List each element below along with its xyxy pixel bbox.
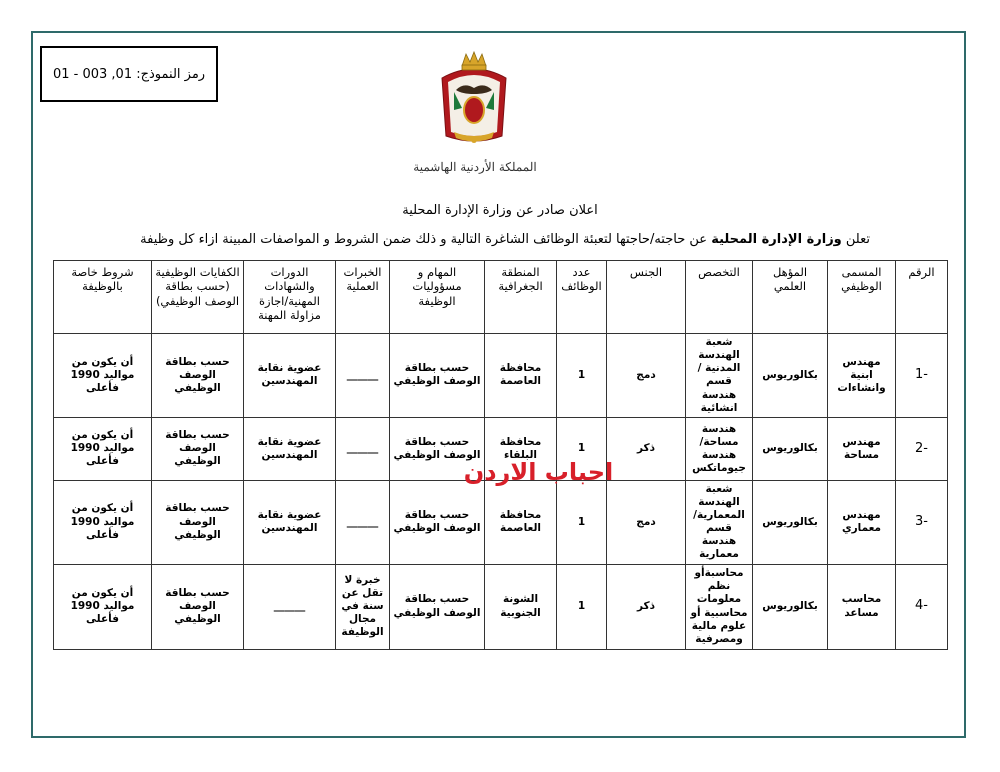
header-specialty: التخصص xyxy=(686,261,753,334)
cell-specialty: هندسة مساحة/ هندسة جيوماتكس xyxy=(686,417,753,480)
cell-experience: ______ xyxy=(336,334,390,418)
header-experience: الخبرات العملية xyxy=(336,261,390,334)
cell-competencies: حسب بطاقة الوصف الوظيفي xyxy=(152,480,244,564)
form-code-text: رمز النموذج: 01, 003 - 01 xyxy=(52,66,206,82)
cell-duties: حسب بطاقة الوصف الوظيفي xyxy=(390,417,485,480)
cell-degree: بكالوريوس xyxy=(753,334,828,418)
cell-experience: ______ xyxy=(336,417,390,480)
cell-duties: حسب بطاقة الوصف الوظيفي xyxy=(390,480,485,564)
intro-ministry: وزارة الإدارة المحلية xyxy=(711,232,842,247)
cell-title: مهندس ابنية وانشاءات xyxy=(828,334,896,418)
table-row xyxy=(54,334,948,418)
cell-count: 1 xyxy=(557,480,607,564)
cell-conditions: أن يكون من مواليد 1990 فأعلى xyxy=(54,480,152,564)
header-competencies: الكفايات الوظيفية (حسب بطاقة الوصف الوظيفي) xyxy=(152,261,244,334)
cell-gender: ذكر xyxy=(607,417,686,480)
header-region: المنطقة الجغرافية xyxy=(485,261,557,334)
cell-conditions: أن يكون من مواليد 1990 فأعلى xyxy=(54,564,152,649)
vacancies-table xyxy=(53,260,948,650)
cell-experience: ______ xyxy=(336,480,390,564)
jordan-coat-of-arms-icon xyxy=(432,50,516,150)
cell-number: -4 xyxy=(896,564,948,649)
cell-title: محاسب مساعد xyxy=(828,564,896,649)
announcement-headline: اعلان صادر عن وزارة الإدارة المحلية xyxy=(402,203,598,218)
intro-prefix: تعلن xyxy=(841,232,870,247)
cell-competencies: حسب بطاقة الوصف الوظيفي xyxy=(152,334,244,418)
cell-count: 1 xyxy=(557,564,607,649)
cell-conditions: أن يكون من مواليد 1990 فأعلى xyxy=(54,334,152,418)
cell-specialty: شعبة الهندسة المدنية /قسم هندسة انشائية xyxy=(686,334,753,418)
cell-region: محافظة البلقاء xyxy=(485,417,557,480)
cell-degree: بكالوريوس xyxy=(753,417,828,480)
header-duties: المهام و مسؤوليات الوظيفة xyxy=(390,261,485,334)
table-row xyxy=(54,564,948,649)
watermark-text: احباب الاردن xyxy=(463,458,614,486)
cell-competencies: حسب بطاقة الوصف الوظيفي xyxy=(152,417,244,480)
cell-number: -1 xyxy=(896,334,948,418)
cell-courses: عضوية نقابة المهندسين xyxy=(244,417,336,480)
cell-competencies: حسب بطاقة الوصف الوظيفي xyxy=(152,564,244,649)
cell-region: الشونة الجنوبية xyxy=(485,564,557,649)
cell-count: 1 xyxy=(557,417,607,480)
cell-degree: بكالوريوس xyxy=(753,480,828,564)
cell-gender: دمج xyxy=(607,480,686,564)
cell-degree: بكالوريوس xyxy=(753,564,828,649)
cell-specialty: شعبة الهندسة المعمارية/ قسم هندسة معمارية xyxy=(686,480,753,564)
cell-courses: ______ xyxy=(244,564,336,649)
kingdom-name: المملكة الأردنية الهاشمية xyxy=(413,160,537,174)
cell-gender: ذكر xyxy=(607,564,686,649)
cell-number: -2 xyxy=(896,417,948,480)
cell-conditions: أن يكون من مواليد 1990 فأعلى xyxy=(54,417,152,480)
intro-suffix: عن حاجته/حاجتها لتعبئة الوظائف الشاغرة التالية و ذلك ضمن الشروط و المواصفات المبينة ازاء كل وظيفة xyxy=(140,232,712,247)
cell-region: محافظة العاصمة xyxy=(485,480,557,564)
cell-number: -3 xyxy=(896,480,948,564)
table-row xyxy=(54,480,948,564)
cell-specialty: محاسبةأو نظم معلومات محاسبية أو علوم مالية ومصرفية xyxy=(686,564,753,649)
cell-courses: عضوية نقابة المهندسين xyxy=(244,480,336,564)
cell-count: 1 xyxy=(557,334,607,418)
cell-experience: خبرة لا تقل عن سنة في مجال الوظيفة xyxy=(336,564,390,649)
cell-title: مهندس معماري xyxy=(828,480,896,564)
cell-region: محافظة العاصمة xyxy=(485,334,557,418)
cell-courses: عضوية نقابة المهندسين xyxy=(244,334,336,418)
cell-gender: دمج xyxy=(607,334,686,418)
cell-duties: حسب بطاقة الوصف الوظيفي xyxy=(390,334,485,418)
announcement-intro xyxy=(140,232,870,247)
header-gender: الجنس xyxy=(607,261,686,334)
header-number: الرقم xyxy=(896,261,948,334)
header-degree: المؤهل العلمي xyxy=(753,261,828,334)
header-courses: الدورات والشهادات المهنية/اجازة مزاولة المهنة xyxy=(244,261,336,334)
form-code-box xyxy=(40,46,218,102)
table-header-row xyxy=(54,261,948,334)
cell-title: مهندس مساحة xyxy=(828,417,896,480)
cell-duties: حسب بطاقة الوصف الوظيفي xyxy=(390,564,485,649)
header-conditions: شروط خاصة بالوظيفة xyxy=(54,261,152,334)
header-count: عدد الوظائف xyxy=(557,261,607,334)
header-title: المسمى الوظيفي xyxy=(828,261,896,334)
